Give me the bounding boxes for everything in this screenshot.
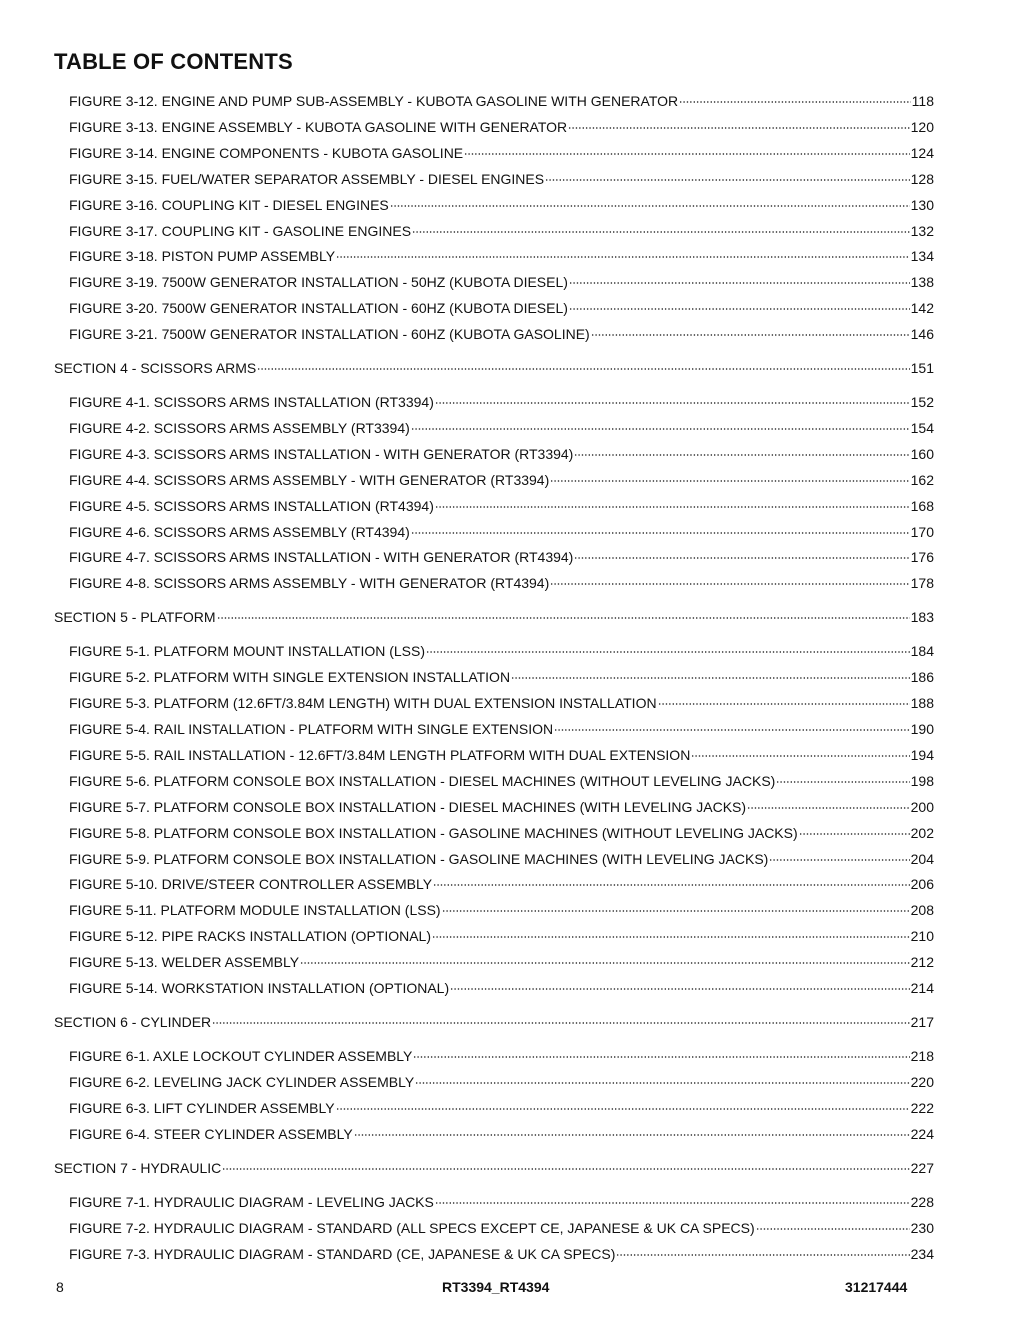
toc-entry-page: 230 [910, 1220, 934, 1236]
toc-dot-leader [212, 1022, 910, 1024]
toc-dot-leader [217, 617, 910, 619]
toc-section-entry[interactable] [54, 359, 934, 377]
toc-entry-page: 146 [910, 326, 934, 342]
toc-dot-leader [550, 583, 909, 585]
toc-entry-label: FIGURE 3-20. 7500W GENERATOR INSTALLATION - 60HZ (KUBOTA DIESEL) [69, 300, 568, 316]
toc-entry-label: FIGURE 3-14. ENGINE COMPONENTS - KUBOTA GASOLINE [69, 145, 464, 161]
toc-dot-leader [435, 1202, 910, 1204]
toc-dot-leader [432, 936, 910, 938]
toc-section-entry[interactable] [54, 1159, 934, 1177]
toc-entry-label: FIGURE 3-19. 7500W GENERATOR INSTALLATION - 50HZ (KUBOTA DIESEL) [69, 274, 568, 290]
toc-figure-entry[interactable] [69, 1047, 934, 1065]
toc-dot-leader [616, 1254, 909, 1256]
toc-entry-label: FIGURE 3-15. FUEL/WATER SEPARATOR ASSEMBLY - DIESEL ENGINES [69, 171, 545, 187]
toc-figure-entry[interactable] [69, 196, 934, 214]
toc-dot-leader [450, 988, 910, 990]
toc-dot-leader [679, 101, 911, 103]
toc-figure-entry[interactable] [69, 798, 934, 816]
toc-entry-label: FIGURE 4-3. SCISSORS ARMS INSTALLATION - WITH GENERATOR (RT3394) [69, 446, 574, 462]
toc-figure-entry[interactable] [69, 574, 934, 592]
toc-entry-page: 184 [910, 643, 934, 659]
toc-entry-page: 210 [910, 928, 934, 944]
toc-entry-label: FIGURE 3-16. COUPLING KIT - DIESEL ENGINES [69, 197, 389, 213]
toc-entry-label: SECTION 7 - HYDRAULIC [54, 1160, 222, 1176]
toc-entry-page: 224 [910, 1126, 934, 1142]
toc-dot-leader [756, 1228, 910, 1230]
toc-entry-page: 160 [910, 446, 934, 462]
toc-entry-label: FIGURE 5-13. WELDER ASSEMBLY [69, 954, 300, 970]
toc-entry-label: SECTION 6 - CYLINDER [54, 1014, 212, 1030]
toc-figure-entry[interactable] [69, 299, 934, 317]
footer-page-number: 8 [56, 1279, 64, 1295]
toc-dot-leader [574, 557, 909, 559]
toc-figure-entry[interactable] [69, 720, 934, 738]
toc-dot-leader [799, 833, 910, 835]
toc-entry-page: 222 [910, 1100, 934, 1116]
toc-dot-leader [550, 480, 909, 482]
toc-dot-leader [574, 454, 909, 456]
toc-entry-label: FIGURE 6-2. LEVELING JACK CYLINDER ASSEMBLY [69, 1074, 415, 1090]
toc-entry-label: FIGURE 7-2. HYDRAULIC DIAGRAM - STANDARD (ALL SPECS EXCEPT CE, JAPANESE & UK CA SPECS) [69, 1220, 755, 1236]
toc-entry-label: FIGURE 5-1. PLATFORM MOUNT INSTALLATION (LSS) [69, 643, 426, 659]
toc-entry-label: FIGURE 5-6. PLATFORM CONSOLE BOX INSTALLATION - DIESEL MACHINES (WITHOUT LEVELING JACKS) [69, 773, 776, 789]
toc-entry-label: FIGURE 4-8. SCISSORS ARMS ASSEMBLY - WITH GENERATOR (RT4394) [69, 575, 550, 591]
toc-entry-label: FIGURE 3-17. COUPLING KIT - GASOLINE ENGINES [69, 223, 412, 239]
toc-figure-entry[interactable] [69, 471, 934, 489]
toc-entry-label: FIGURE 7-1. HYDRAULIC DIAGRAM - LEVELING JACKS [69, 1194, 434, 1210]
toc-entry-label: FIGURE 5-12. PIPE RACKS INSTALLATION (OPTIONAL) [69, 928, 432, 944]
toc-dot-leader [435, 402, 910, 404]
toc-dot-leader [411, 532, 910, 534]
toc-figure-entry[interactable] [69, 1073, 934, 1091]
toc-entry-page: 227 [910, 1160, 934, 1176]
toc-entry-page: 186 [910, 669, 934, 685]
toc-entry-page: 162 [910, 472, 934, 488]
toc-dot-leader [435, 506, 910, 508]
toc-dot-leader [412, 231, 910, 233]
footer-document-number: 31217444 [845, 1279, 908, 1295]
toc-figure-entry[interactable] [69, 953, 934, 971]
toc-figure-entry[interactable] [69, 170, 934, 188]
toc-entry-label: FIGURE 3-12. ENGINE AND PUMP SUB-ASSEMBLY - KUBOTA GASOLINE WITH GENERATOR [69, 93, 679, 109]
toc-figure-entry[interactable] [69, 1125, 934, 1143]
toc-entry-page: 134 [910, 248, 934, 264]
toc-entry-page: 204 [910, 851, 934, 867]
toc-entry-label: FIGURE 3-13. ENGINE ASSEMBLY - KUBOTA GASOLINE WITH GENERATOR [69, 119, 568, 135]
toc-entry-page: 130 [910, 197, 934, 213]
toc-entry-label: FIGURE 5-5. RAIL INSTALLATION - 12.6FT/3.84M LENGTH PLATFORM WITH DUAL EXTENSION [69, 747, 691, 763]
toc-entry-label: FIGURE 5-8. PLATFORM CONSOLE BOX INSTALLATION - GASOLINE MACHINES (WITHOUT LEVELING JACKS) [69, 825, 798, 841]
toc-figure-entry[interactable] [69, 118, 934, 136]
toc-figure-entry[interactable] [69, 419, 934, 437]
toc-entry-page: 208 [910, 902, 934, 918]
toc-figure-entry[interactable] [69, 92, 934, 110]
toc-entry-page: 202 [910, 825, 934, 841]
toc-figure-entry[interactable] [69, 222, 934, 240]
toc-figure-entry[interactable] [69, 1245, 934, 1263]
toc-dot-leader [591, 334, 910, 336]
toc-figure-entry[interactable] [69, 548, 934, 566]
toc-dot-leader [336, 256, 910, 258]
toc-entry-label: FIGURE 5-14. WORKSTATION INSTALLATION (OPTIONAL) [69, 980, 450, 996]
toc-entry-label: FIGURE 5-11. PLATFORM MODULE INSTALLATION (LSS) [69, 902, 441, 918]
toc-dot-leader [433, 884, 910, 886]
toc-figure-entry[interactable] [69, 979, 934, 997]
toc-entry-page: 138 [910, 274, 934, 290]
toc-entry-page: 220 [910, 1074, 934, 1090]
toc-entry-page: 151 [910, 360, 934, 376]
toc-entry-label: FIGURE 6-4. STEER CYLINDER ASSEMBLY [69, 1126, 353, 1142]
toc-dot-leader [511, 677, 910, 679]
toc-dot-leader [257, 368, 909, 370]
toc-figure-entry[interactable] [69, 393, 934, 411]
toc-entry-page: 234 [910, 1246, 934, 1262]
toc-dot-leader [568, 127, 909, 129]
toc-entry-label: FIGURE 5-3. PLATFORM (12.6FT/3.84M LENGTH) WITH DUAL EXTENSION INSTALLATION [69, 695, 657, 711]
toc-figure-entry[interactable] [69, 247, 934, 265]
toc-figure-entry[interactable] [69, 445, 934, 463]
toc-figure-entry[interactable] [69, 144, 934, 162]
toc-figure-entry[interactable] [69, 497, 934, 515]
toc-figure-entry[interactable] [69, 1219, 934, 1237]
toc-entry-page: 118 [911, 93, 934, 109]
toc-entry-page: 178 [910, 575, 934, 591]
toc-figure-entry[interactable] [69, 1099, 934, 1117]
toc-entry-page: 168 [910, 498, 934, 514]
toc-entry-page: 214 [910, 980, 934, 996]
toc-entry-label: FIGURE 5-4. RAIL INSTALLATION - PLATFORM WITH SINGLE EXTENSION [69, 721, 554, 737]
toc-entry-label: SECTION 4 - SCISSORS ARMS [54, 360, 257, 376]
toc-entry-label: FIGURE 4-4. SCISSORS ARMS ASSEMBLY - WITH GENERATOR (RT3394) [69, 472, 550, 488]
toc-dot-leader [222, 1168, 909, 1170]
toc-dot-leader [545, 179, 910, 181]
toc-entry-label: FIGURE 3-18. PISTON PUMP ASSEMBLY [69, 248, 336, 264]
toc-dot-leader [554, 729, 910, 731]
toc-entry-label: FIGURE 4-6. SCISSORS ARMS ASSEMBLY (RT4394) [69, 524, 410, 540]
toc-section-entry[interactable] [54, 1013, 934, 1031]
toc-figure-entry[interactable] [69, 746, 934, 764]
toc-dot-leader [300, 962, 910, 964]
toc-entry-page: 124 [910, 145, 934, 161]
toc-entry-page: 212 [910, 954, 934, 970]
toc-entry-label: FIGURE 5-10. DRIVE/STEER CONTROLLER ASSEMBLY [69, 876, 433, 892]
toc-entry-page: 128 [910, 171, 934, 187]
toc-entry-page: 198 [910, 773, 934, 789]
toc-dot-leader [464, 153, 909, 155]
toc-figure-entry[interactable] [69, 772, 934, 790]
toc-entry-page: 194 [910, 747, 934, 763]
toc-dot-leader [747, 807, 910, 809]
toc-figure-entry[interactable] [69, 927, 934, 945]
toc-entry-label: FIGURE 4-2. SCISSORS ARMS ASSEMBLY (RT3394) [69, 420, 410, 436]
toc-entry-page: 200 [910, 799, 934, 815]
toc-entry-page: 152 [910, 394, 934, 410]
toc-figure-entry[interactable] [69, 273, 934, 291]
toc-figure-entry[interactable] [69, 325, 934, 343]
toc-figure-entry[interactable] [69, 901, 934, 919]
toc-entry-label: FIGURE 5-2. PLATFORM WITH SINGLE EXTENSION INSTALLATION [69, 669, 511, 685]
toc-dot-leader [658, 703, 910, 705]
toc-entry-page: 120 [910, 119, 934, 135]
toc-dot-leader [354, 1134, 910, 1136]
toc-entry-label: FIGURE 6-1. AXLE LOCKOUT CYLINDER ASSEMBLY [69, 1048, 413, 1064]
toc-figure-entry[interactable] [69, 824, 934, 842]
toc-dot-leader [691, 755, 909, 757]
toc-entry-page: 154 [910, 420, 934, 436]
toc-entry-label: SECTION 5 - PLATFORM [54, 609, 216, 625]
toc-dot-leader [442, 910, 910, 912]
toc-figure-entry[interactable] [69, 668, 934, 686]
toc-entry-label: FIGURE 5-7. PLATFORM CONSOLE BOX INSTALLATION - DIESEL MACHINES (WITH LEVELING JACKS) [69, 799, 747, 815]
toc-figure-entry[interactable] [69, 850, 934, 868]
toc-entry-page: 170 [910, 524, 934, 540]
toc-section-entry[interactable] [54, 608, 934, 626]
toc-entry-page: 142 [910, 300, 934, 316]
toc-entry-label: FIGURE 6-3. LIFT CYLINDER ASSEMBLY [69, 1100, 335, 1116]
toc-entry-page: 228 [910, 1194, 934, 1210]
toc-entry-label: FIGURE 4-5. SCISSORS ARMS INSTALLATION (RT4394) [69, 498, 434, 514]
toc-entry-page: 217 [910, 1014, 934, 1030]
toc-entry-page: 206 [910, 876, 934, 892]
toc-entry-page: 188 [910, 695, 934, 711]
toc-entry-label: FIGURE 5-9. PLATFORM CONSOLE BOX INSTALLATION - GASOLINE MACHINES (WITH LEVELING JACKS) [69, 851, 769, 867]
toc-dot-leader [769, 859, 909, 861]
toc-dot-leader [569, 282, 910, 284]
toc-figure-entry[interactable] [69, 694, 934, 712]
toc-dot-leader [415, 1082, 909, 1084]
toc-dot-leader [426, 651, 910, 653]
toc-dot-leader [411, 428, 910, 430]
toc-figure-entry[interactable] [69, 642, 934, 660]
toc-entry-label: FIGURE 4-1. SCISSORS ARMS INSTALLATION (RT3394) [69, 394, 434, 410]
toc-entry-label: FIGURE 4-7. SCISSORS ARMS INSTALLATION - WITH GENERATOR (RT4394) [69, 549, 574, 565]
toc-entry-page: 190 [910, 721, 934, 737]
toc-figure-entry[interactable] [69, 875, 934, 893]
page-title: TABLE OF CONTENTS [54, 49, 293, 74]
toc-entry-page: 183 [910, 609, 934, 625]
toc-entry-page: 218 [910, 1048, 934, 1064]
footer-model: RT3394_RT4394 [442, 1279, 550, 1295]
toc-entry-label: FIGURE 3-21. 7500W GENERATOR INSTALLATION - 60HZ (KUBOTA GASOLINE) [69, 326, 590, 342]
toc-dot-leader [413, 1056, 909, 1058]
toc-dot-leader [390, 205, 910, 207]
toc-figure-entry[interactable] [69, 523, 934, 541]
toc-entry-page: 132 [910, 223, 934, 239]
toc-dot-leader [569, 308, 910, 310]
toc-figure-entry[interactable] [69, 1193, 934, 1211]
toc-dot-leader [776, 781, 909, 783]
toc-entry-label: FIGURE 7-3. HYDRAULIC DIAGRAM - STANDARD (CE, JAPANESE & UK CA SPECS) [69, 1246, 616, 1262]
toc-dot-leader [336, 1108, 910, 1110]
toc-entry-page: 176 [910, 549, 934, 565]
